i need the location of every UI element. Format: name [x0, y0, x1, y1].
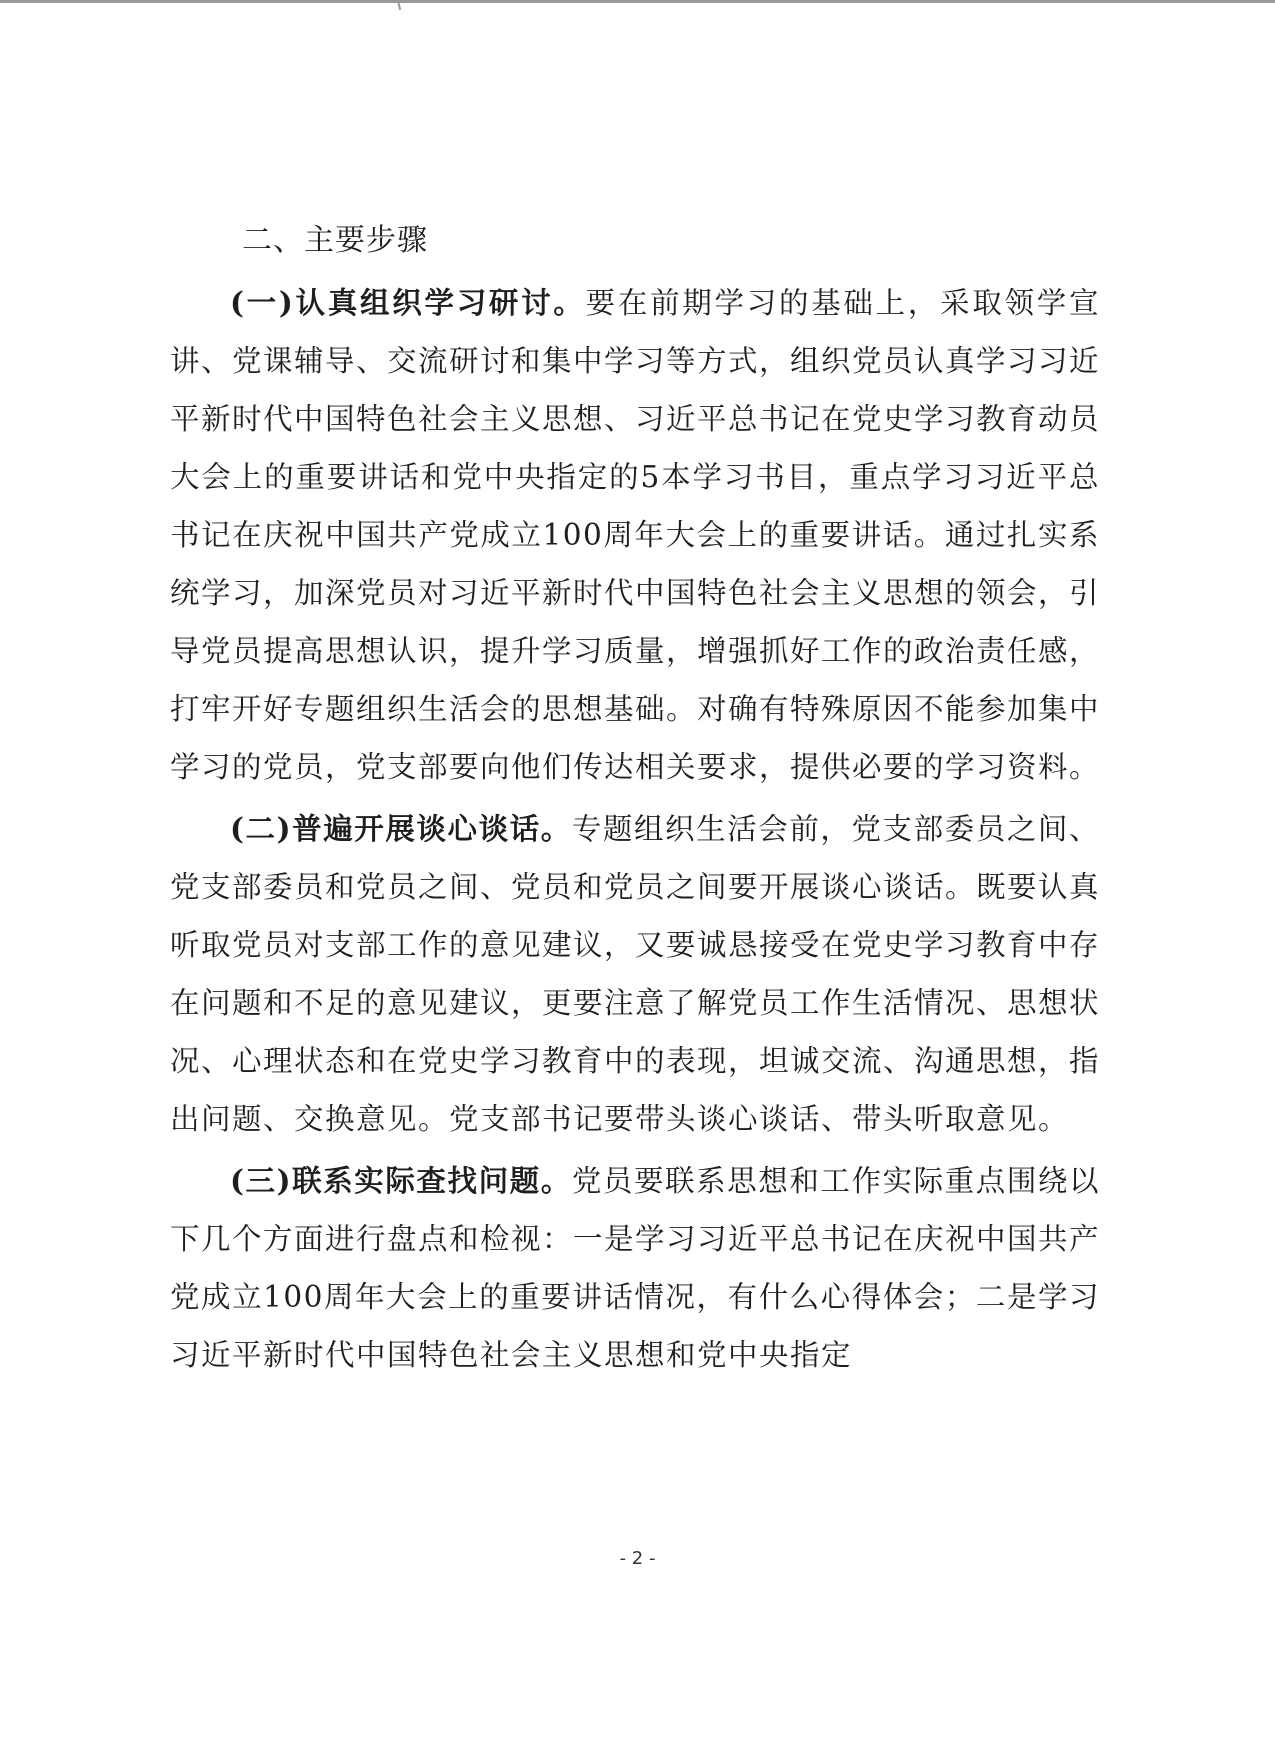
paragraph-study-lead: (一)认真组织学习研讨。	[230, 285, 586, 320]
paragraph-talks	[170, 800, 1100, 1148]
paragraph-study	[170, 274, 1100, 796]
paragraph-talks-lead: (二)普遍开展谈心谈话。	[230, 811, 572, 846]
document-body	[170, 212, 1100, 1388]
paragraph-study-body: 要在前期学习的基础上，采取领学宣讲、党课辅导、交流研讨和集中学习等方式，组织党员认真学习习近平新时代中国特色社会主义思想、习近平总书记在党史学习教育动员大会上的重要讲话和党中央指定的5本学习书目，重点学习习近平总书记在庆祝中国共产党成立100周年大会上的重要讲话。通过扎实系统学习，加深党员对习近平新时代中国特色社会主义思想的领会，引导党员提高思想认识，提升学习质量，增强抓好工作的政治责任感，打牢开好专题组织生活会的思想基础。对确有特殊原因不能参加集中学习的党员，党支部要向他们传达相关要求，提供必要的学习资料。	[170, 286, 1101, 784]
paragraph-talks-body: 专题组织生活会前，党支部委员之间、党支部委员和党员之间、党员和党员之间要开展谈心谈话。既要认真听取党员对支部工作的意见建议，又要诚恳接受在党史学习教育中存在问题和不足的意见建议，更要注意了解党员工作生活情况、思想状况、心理状态和在党史学习教育中的表现，坦诚交流、沟通思想，指出问题、交换意见。党支部书记要带头谈心谈话、带头听取意见。	[170, 812, 1101, 1136]
page-number: - 2 -	[619, 1548, 656, 1569]
scan-top-rule	[0, 0, 1275, 3]
paragraph-problems-body: 党员要联系思想和工作实际重点围绕以下几个方面进行盘点和检视：一是学习习近平总书记在庆祝中国共产党成立100周年大会上的重要讲话情况，有什么心得体会；二是学习习近平新时代中国特色社会主义思想和党中央指定	[170, 1164, 1101, 1372]
section-heading: 二、主要步骤	[242, 223, 428, 258]
paragraph-problems-lead: (三)联系实际查找问题。	[230, 1163, 572, 1198]
paragraph-problems	[170, 1152, 1100, 1384]
